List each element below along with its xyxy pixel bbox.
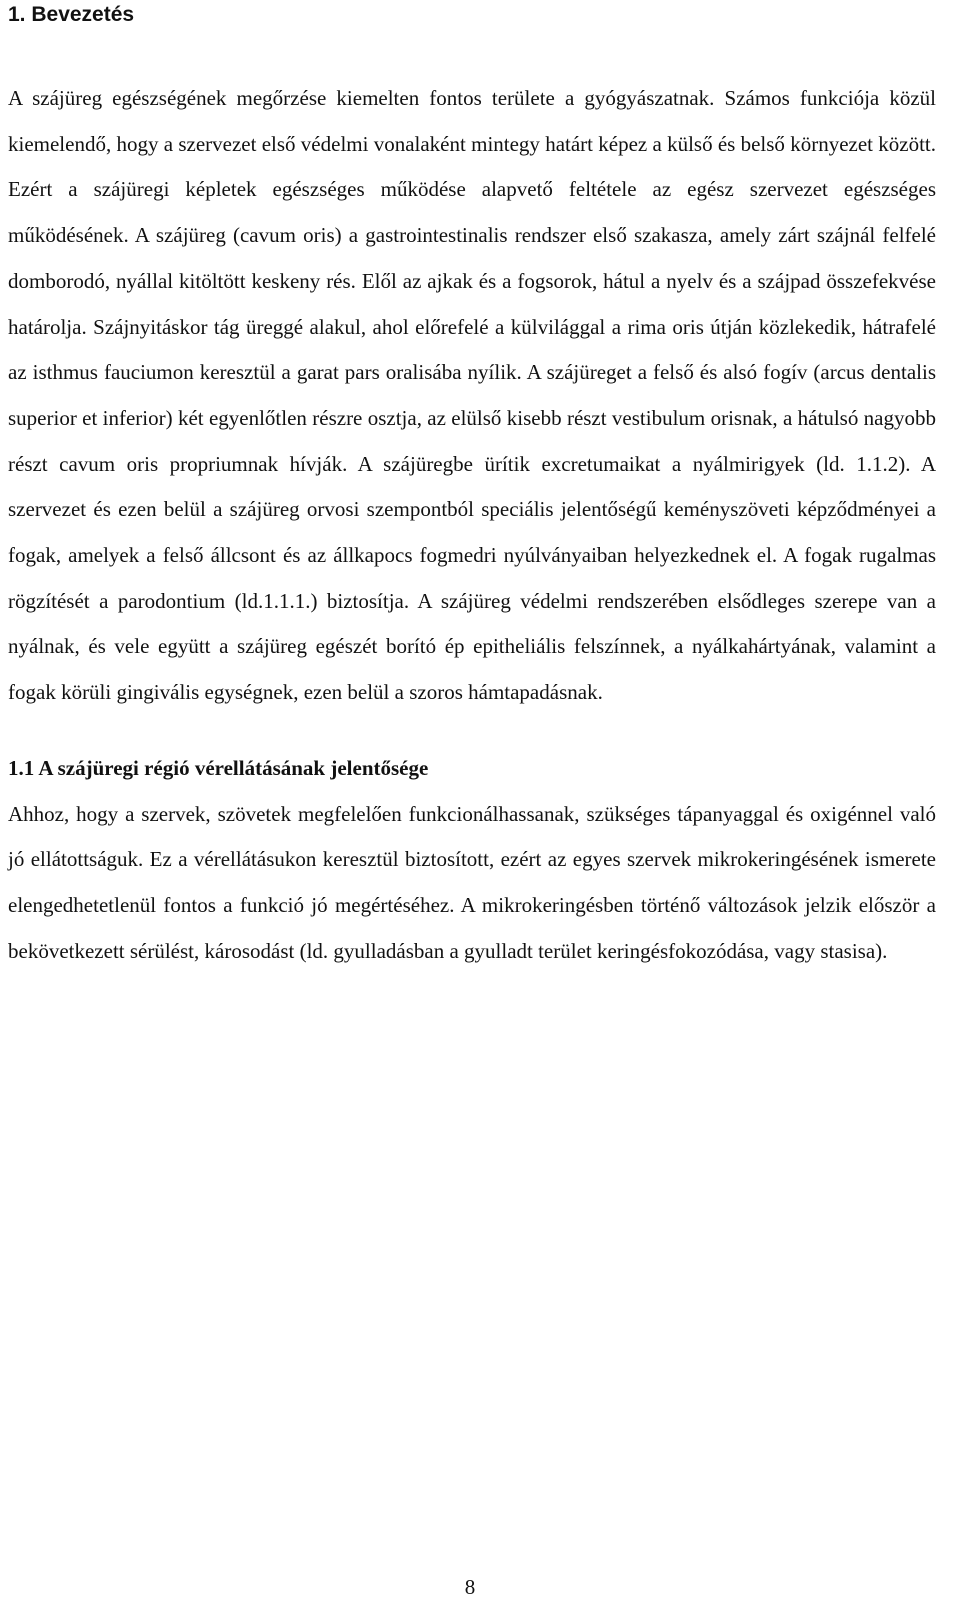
page-number: 8 [464, 1575, 476, 1599]
intro-paragraph: A szájüreg egészségének megőrzése kiemelten fontos területe a gyógyászatnak. Számos funkciója közül kiemelendő, hogy a szervezet első védelmi vonalaként mintegy határt képez a külső és belső környezet között. Ezért a szájüregi képletek egészséges működése alapvető feltétele az egész szervezet egészséges működésének. A szájüreg (cavum oris) a gastrointestinalis rendszer első szakasza, amely zárt szájnál felfelé domborodó, nyállal kitöltött keskeny rés. Elől az ajkak és a fogsorok, hátul a nyelv és a szájpad összefekvése határolja. Szájnyitáskor tág üreggé alakul, ahol előrefelé a külvilággal a rima oris útján közlekedik, hátrafelé az isthmus fauciumon keresztül a garat pars oralisába nyílik. A szájüreget a felső és alsó fogív (arcus dentalis superior et inferior) két egyenlőtlen részre osztja, az elülső kisebb részt vestibulum orisnak, a hátulsó nagyobb részt cavum oris propriumnak hívják. A szájüregbe ürítik excretumaikat a nyálmirigyek (ld. 1.1.2). A szervezet és ezen belül a szájüreg orvosi szempontból speciális jelentőségű keményszöveti képződményei a fogak, amelyek a felső állcsont és az állkapocs fogmedri nyúlványaiban helyezkednek el. A fogak rugalmas rögzítését a parodontium (ld.1.1.1.) biztosítja. A szájüreg védelmi rendszerében elsődleges szerepe van a nyálnak, és vele együtt a szájüreg egészét borító ép epitheliális felszínnek, a nyálkahártyának, valamint a fogak körüli gingivális egységnek, ezen belül a szoros hámtapadásnak. [8, 86, 936, 705]
section-paragraph: Ahhoz, hogy a szervek, szövetek megfelelően funkcionálhassanak, szükséges tápanyaggal és oxigénnel való jó ellátottságuk. Ez a vérellátásukon keresztül biztosított, ezért az egyes szervek mikrokeringésének ismerete elengedhetetlenül fontos a funkció jó megértéséhez. A mikrokeringésben történő változások jelzik először a bekövetkezett sérülést, károsodást (ld. gyulladásban a gyulladt terület keringésfokozódása, vagy stasisa). [8, 801, 936, 963]
chapter-title: 1. Bevezetés [8, 3, 135, 26]
document-page [8, 0, 936, 974]
section-title: 1.1 A szájüregi régió vérellátásának jelentősége [8, 755, 429, 780]
